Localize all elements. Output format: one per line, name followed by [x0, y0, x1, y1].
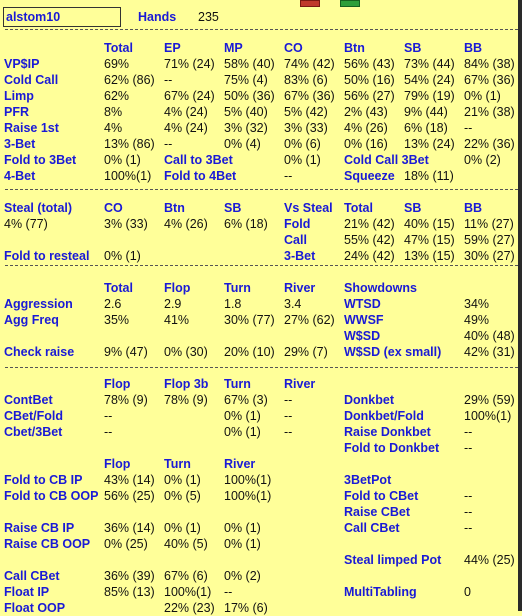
- stat-label: PFR: [4, 105, 29, 119]
- stat-label: Donkbet: [344, 393, 394, 407]
- hands-count: 235: [198, 10, 219, 24]
- stat-value: 0% (1): [104, 153, 141, 167]
- stat-value: 36% (14): [104, 521, 155, 535]
- stat-value: 100%(1): [224, 489, 272, 503]
- stat-value: --: [284, 409, 293, 423]
- stat-label: Total: [104, 41, 133, 55]
- stat-value: 6% (18): [404, 121, 448, 135]
- section-divider: [5, 367, 518, 368]
- stat-value: 34%: [464, 297, 490, 311]
- stat-value: 9% (47): [104, 345, 148, 359]
- stat-label: Btn: [164, 201, 185, 215]
- right-border: [518, 0, 522, 611]
- stat-label: Showdowns: [344, 281, 417, 295]
- stat-value: 27% (62): [284, 313, 335, 327]
- stat-value: 13% (86): [104, 137, 155, 151]
- stat-value: 54% (24): [404, 73, 455, 87]
- stat-value: 11% (27): [464, 217, 514, 231]
- stat-value: 30% (77): [224, 313, 275, 327]
- stat-value: 0% (30): [164, 345, 208, 359]
- stat-label: Limp: [4, 89, 34, 103]
- stat-label: Turn: [224, 281, 251, 295]
- stat-value: 40% (5): [164, 537, 208, 551]
- stat-value: 79% (19): [404, 89, 455, 103]
- stat-value: 100%(1): [104, 169, 152, 183]
- stat-label: 3-Bet: [4, 137, 36, 151]
- stat-label: Check raise: [4, 345, 75, 359]
- stat-value: 1.8: [224, 297, 242, 311]
- stat-label: Total: [104, 281, 133, 295]
- stat-value: 30% (27): [464, 249, 515, 263]
- stat-value: 67% (6): [164, 569, 208, 583]
- stat-label: VP$IP: [4, 57, 40, 71]
- stat-value: 21% (38): [464, 105, 515, 119]
- stat-value: 50% (36): [224, 89, 275, 103]
- stat-value: --: [284, 425, 293, 439]
- stat-value: 0% (1): [164, 473, 201, 487]
- stat-label: Fold to 4Bet: [164, 169, 237, 183]
- stat-value: 18% (11): [404, 169, 454, 183]
- stat-label: W$SD: [344, 329, 381, 343]
- stat-value: --: [464, 505, 473, 519]
- stat-value: 0% (6): [284, 137, 321, 151]
- stat-label: W$SD (ex small): [344, 345, 442, 359]
- stat-label: Total: [344, 201, 373, 215]
- stat-label: Fold to CBet: [344, 489, 419, 503]
- stat-label: CBet/Fold: [4, 409, 64, 423]
- stat-label: Cbet/3Bet: [4, 425, 63, 439]
- stat-value: 0% (1): [224, 521, 261, 535]
- stat-value: --: [104, 409, 113, 423]
- player-name: alstom10: [3, 7, 121, 27]
- stat-label: CO: [104, 201, 123, 215]
- stat-value: 47% (15): [404, 233, 455, 247]
- stat-label: Fold to CB IP: [4, 473, 83, 487]
- stat-value: 58% (40): [224, 57, 275, 71]
- stat-label: Aggression: [4, 297, 73, 311]
- stat-value: 5% (40): [224, 105, 268, 119]
- stat-value: 0% (4): [224, 137, 261, 151]
- stat-value: 3% (33): [104, 217, 148, 231]
- stat-value: 69%: [104, 57, 130, 71]
- stat-value: 78% (9): [104, 393, 148, 407]
- stat-label: Call CBet: [4, 569, 60, 583]
- stat-value: 75% (4): [224, 73, 268, 87]
- stat-value: 67% (36): [464, 73, 515, 87]
- stat-value: 0% (1): [224, 425, 261, 439]
- stat-value: 49%: [464, 313, 490, 327]
- stat-value: --: [464, 441, 473, 455]
- stat-value: 78% (9): [164, 393, 208, 407]
- stat-value: --: [464, 121, 473, 135]
- stat-label: Raise Donkbet: [344, 425, 431, 439]
- stat-value: 2.9: [164, 297, 182, 311]
- stat-value: 100%(1): [224, 473, 272, 487]
- maximize-window-button[interactable]: [340, 0, 360, 7]
- stat-label: Fold: [284, 217, 311, 231]
- stat-value: 50% (16): [344, 73, 395, 87]
- stat-value: 56% (27): [344, 89, 395, 103]
- top-strip: [0, 0, 522, 6]
- stat-value: 4% (26): [164, 217, 208, 231]
- stat-value: 74% (42): [284, 57, 335, 71]
- stat-value: 0% (2): [224, 569, 261, 583]
- stat-label: Turn: [164, 457, 191, 471]
- stat-value: 3% (32): [224, 121, 268, 135]
- stat-label: CO: [284, 41, 303, 55]
- stat-label: Call to 3Bet: [164, 153, 233, 167]
- stat-value: 29% (7): [284, 345, 328, 359]
- section-divider: [5, 29, 518, 30]
- stat-label: WTSD: [344, 297, 381, 311]
- stat-value: 2.6: [104, 297, 122, 311]
- stat-value: --: [464, 425, 473, 439]
- stat-label: Fold to Donkbet: [344, 441, 440, 455]
- stat-label: Cold Call 3Bet: [344, 153, 429, 167]
- stat-label: Agg Freq: [4, 313, 59, 327]
- stat-label: Fold to CB OOP: [4, 489, 99, 503]
- stat-value: 4% (26): [344, 121, 388, 135]
- stat-label: 3-Bet: [284, 249, 316, 263]
- stat-value: 0% (5): [164, 489, 201, 503]
- stat-label: Steal limped Pot: [344, 553, 442, 567]
- stat-value: 6% (18): [224, 217, 268, 231]
- stat-value: 0% (16): [344, 137, 388, 151]
- stat-value: --: [104, 425, 113, 439]
- stat-label: Float OOP: [4, 601, 66, 615]
- stat-value: 36% (39): [104, 569, 155, 583]
- stat-label: Flop: [104, 377, 131, 391]
- stat-label: Fold to 3Bet: [4, 153, 77, 167]
- stat-label: Raise CB IP: [4, 521, 75, 535]
- stat-label: Flop: [104, 457, 131, 471]
- stat-value: 0% (1): [164, 521, 201, 535]
- stat-value: 55% (42): [344, 233, 395, 247]
- stat-label: Squeeze: [344, 169, 395, 183]
- stat-value: 62% (86): [104, 73, 155, 87]
- stat-label: Raise CBet: [344, 505, 410, 519]
- stat-value: 5% (42): [284, 105, 328, 119]
- stat-value: 0% (1): [104, 249, 141, 263]
- stat-label: Raise 1st: [4, 121, 59, 135]
- stat-value: 56% (43): [344, 57, 395, 71]
- stat-value: 21% (42): [344, 217, 395, 231]
- stat-value: 4% (24): [164, 121, 208, 135]
- stat-value: 0% (1): [224, 537, 261, 551]
- stat-value: 0% (25): [104, 537, 148, 551]
- stat-value: --: [284, 169, 293, 183]
- stat-label: 3BetPot: [344, 473, 392, 487]
- stat-value: 85% (13): [104, 585, 155, 599]
- stat-value: 4% (24): [164, 105, 208, 119]
- stat-value: 3.4: [284, 297, 302, 311]
- stat-label: River: [284, 377, 316, 391]
- stat-value: 84% (38): [464, 57, 515, 71]
- stat-label: Turn: [224, 377, 251, 391]
- stat-label: SB: [404, 41, 422, 55]
- stat-label: MultiTabling: [344, 585, 417, 599]
- stat-value: 8%: [104, 105, 123, 119]
- stat-label: SB: [404, 201, 422, 215]
- stat-value: 41%: [164, 313, 190, 327]
- stat-value: 22% (36): [464, 137, 515, 151]
- stat-value: 56% (25): [104, 489, 155, 503]
- stat-value: 62%: [104, 89, 130, 103]
- stat-label: River: [224, 457, 256, 471]
- stat-value: --: [464, 521, 473, 535]
- stat-label: ContBet: [4, 393, 53, 407]
- stat-value: 67% (36): [284, 89, 335, 103]
- stat-label: Donkbet/Fold: [344, 409, 424, 423]
- stat-value: 0% (1): [464, 89, 501, 103]
- stat-value: 67% (3): [224, 393, 268, 407]
- stat-value: 0% (1): [284, 153, 321, 167]
- stat-value: --: [164, 73, 173, 87]
- stat-value: 73% (44): [404, 57, 455, 71]
- stat-value: 0: [464, 585, 471, 599]
- stat-value: 83% (6): [284, 73, 328, 87]
- stat-value: 22% (23): [164, 601, 215, 615]
- stat-label: Call CBet: [344, 521, 400, 535]
- stat-label: Btn: [344, 41, 365, 55]
- stat-value: 0% (2): [464, 153, 501, 167]
- stat-value: 67% (24): [164, 89, 215, 103]
- stat-value: 43% (14): [104, 473, 155, 487]
- stat-label: Raise CB OOP: [4, 537, 91, 551]
- stat-value: 59% (27): [464, 233, 515, 247]
- stat-label: Vs Steal: [284, 201, 333, 215]
- section-divider: [5, 265, 518, 266]
- stat-value: 0% (1): [224, 409, 261, 423]
- stat-value: 20% (10): [224, 345, 275, 359]
- stat-value: 2% (43): [344, 105, 388, 119]
- stat-label: BB: [464, 201, 483, 215]
- stat-label: BB: [464, 41, 483, 55]
- stat-label: Flop: [164, 281, 191, 295]
- stat-label: Fold to resteal: [4, 249, 90, 263]
- stat-value: --: [224, 585, 233, 599]
- stat-label: 4-Bet: [4, 169, 36, 183]
- stat-value: 35%: [104, 313, 130, 327]
- stat-label: Flop 3b: [164, 377, 209, 391]
- stat-value: 71% (24): [164, 57, 215, 71]
- stat-value: 40% (48): [464, 329, 515, 343]
- stat-value: --: [464, 489, 473, 503]
- stat-value: --: [284, 393, 293, 407]
- stat-label: MP: [224, 41, 243, 55]
- stat-value: 44% (25): [464, 553, 515, 567]
- stat-value: 100%(1): [464, 409, 512, 423]
- stat-value: 24% (42): [344, 249, 395, 263]
- stat-value: 4%: [104, 121, 123, 135]
- close-window-button[interactable]: [300, 0, 320, 7]
- stat-value: 9% (44): [404, 105, 448, 119]
- section-divider: [5, 189, 518, 190]
- stat-label: EP: [164, 41, 181, 55]
- stat-value: 100%(1): [164, 585, 212, 599]
- stat-value: 29% (59): [464, 393, 515, 407]
- stat-label: SB: [224, 201, 242, 215]
- stat-value: 3% (33): [284, 121, 328, 135]
- hands-label: Hands: [138, 10, 177, 24]
- stat-label: Call: [284, 233, 307, 247]
- stat-value: 17% (6): [224, 601, 268, 615]
- stat-value: 40% (15): [404, 217, 455, 231]
- stat-value: 4% (77): [4, 217, 48, 231]
- stat-label: WWSF: [344, 313, 384, 327]
- stat-label: Steal (total): [4, 201, 73, 215]
- stat-value: 42% (31): [464, 345, 515, 359]
- stat-value: 13% (15): [404, 249, 455, 263]
- stat-label: Cold Call: [4, 73, 59, 87]
- stat-value: 13% (24): [404, 137, 455, 151]
- stat-label: River: [284, 281, 316, 295]
- stat-label: Float IP: [4, 585, 50, 599]
- stat-value: --: [164, 137, 173, 151]
